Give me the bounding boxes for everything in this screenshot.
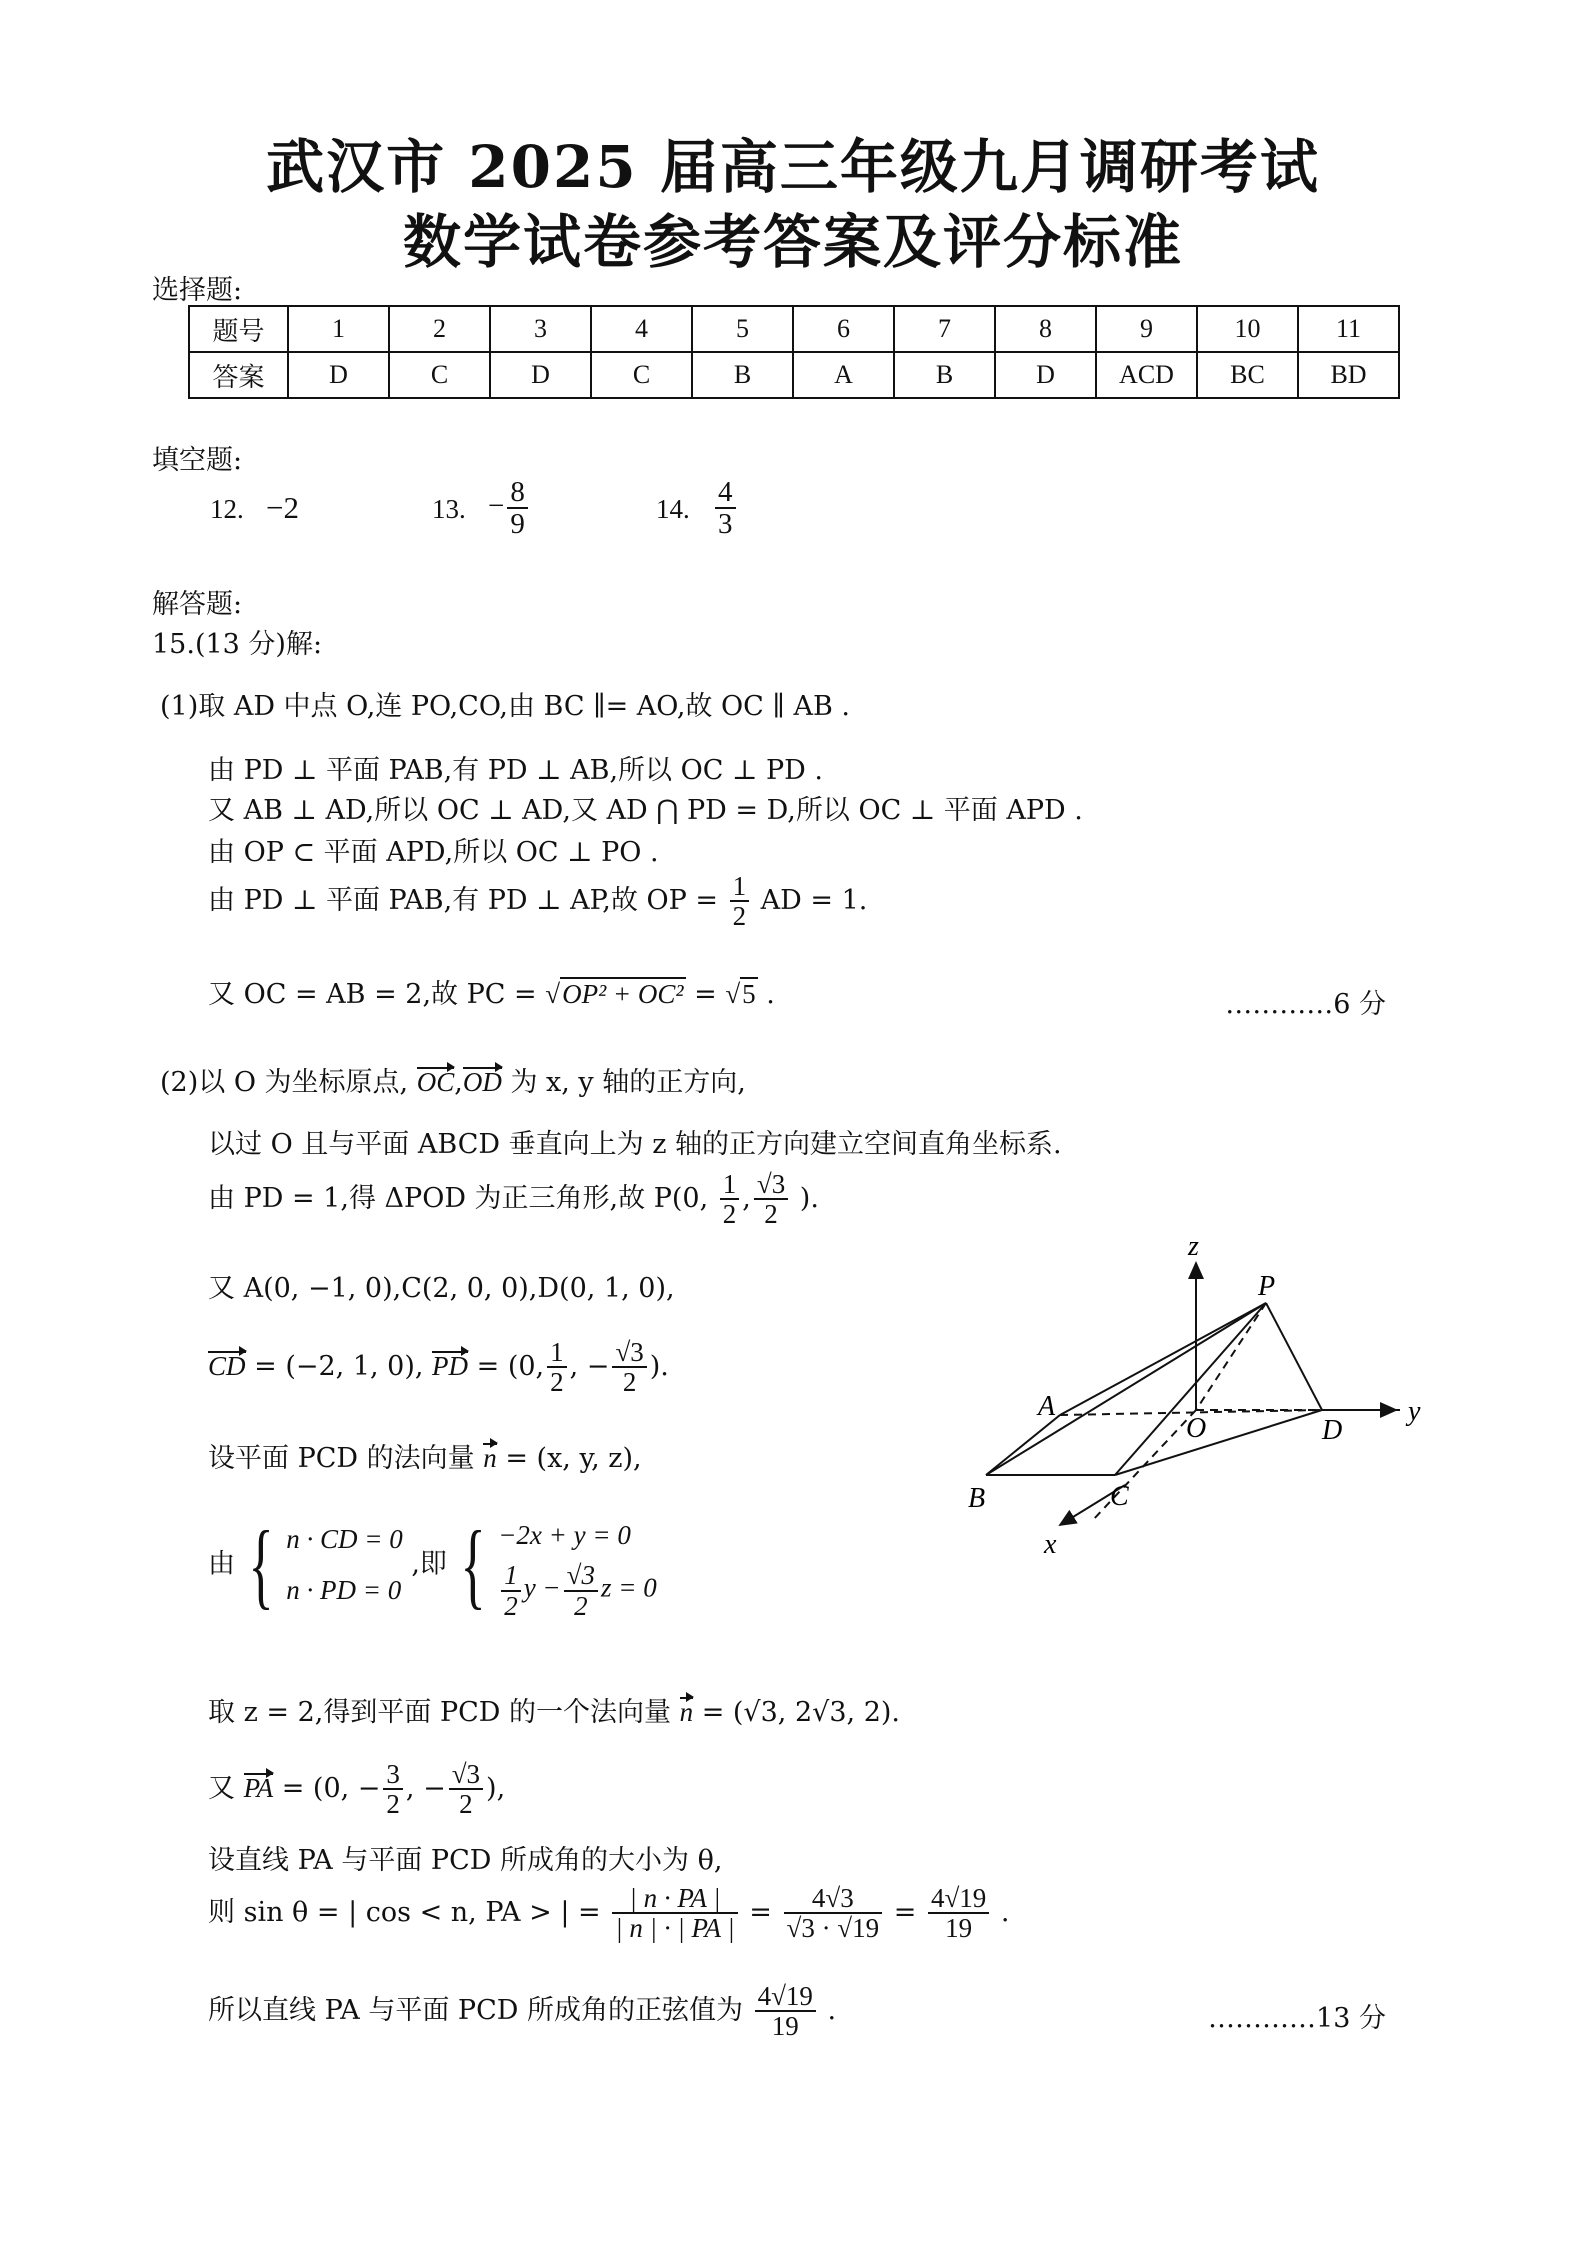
fraction-half — [730, 872, 750, 931]
edge-pc — [1115, 1303, 1266, 1475]
title-line-2: 数学试卷参考答案及评分标准 — [402, 208, 1183, 276]
fraction-numerator: 4√19 — [755, 1982, 816, 2012]
fraction-numerator: 1 — [730, 872, 750, 902]
part2-line1: (2)以 O 为坐标原点, OC,OD 为 x, y 轴的正方向, — [160, 1067, 746, 1098]
part1-line1: (1)取 AD 中点 O,连 PO,CO,由 BC ∥= AO,故 OC ∥ AB . — [160, 691, 850, 722]
vector-n: n — [483, 1443, 497, 1473]
fraction-numerator: 1 — [501, 1561, 521, 1591]
fraction — [547, 1338, 567, 1397]
text-segment: 由 — [208, 1548, 235, 1580]
text-segment: = — [893, 1896, 917, 1928]
edge-pb — [986, 1303, 1266, 1475]
q13-number: 13. — [432, 494, 466, 524]
fraction-denominator: 2 — [732, 901, 747, 932]
title-line-1: 武汉市 2025 届高三年级九月调研考试 — [266, 133, 1320, 201]
fill-section-label: 填空题: — [152, 445, 243, 476]
pyramid-figure — [960, 1235, 1440, 1565]
fraction-denominator: 19 — [771, 2011, 799, 2042]
label-y: y — [1408, 1396, 1421, 1427]
table-row — [189, 306, 1399, 352]
fraction-denominator: 2 — [622, 1367, 637, 1398]
fraction — [501, 1561, 521, 1620]
score-13: …………13 分 — [1208, 2003, 1386, 2034]
fraction — [784, 1884, 883, 1943]
q15-heading: 15.(13 分)解: — [152, 629, 323, 660]
fraction — [449, 1760, 483, 1819]
fraction-denominator: | n | · | PA | — [615, 1913, 735, 1944]
label-p: P — [1258, 1271, 1276, 1302]
text-segment: 则 sin θ = | cos < n, PA > | = — [208, 1896, 601, 1928]
vector-n: n — [679, 1697, 694, 1727]
fraction — [564, 1561, 598, 1620]
fraction-denominator: √3 · √19 — [786, 1913, 880, 1944]
q13-answer — [488, 477, 531, 540]
answer-cell: BC — [1197, 352, 1298, 398]
part2-line12 — [208, 1982, 836, 2041]
text-segment: 为 x, y 轴的正方向, — [510, 1067, 746, 1098]
text-segment: 取 z = 2,得到平面 PCD 的一个法向量 — [208, 1697, 671, 1728]
part2-line8 — [208, 1690, 900, 1729]
header-label-cell: 题号 — [189, 306, 288, 352]
fraction-numerator: | n · PA | — [612, 1884, 737, 1914]
fraction-denominator: 19 — [945, 1913, 973, 1944]
text-segment: = (0, — [476, 1350, 545, 1382]
edge-pd — [1266, 1303, 1322, 1410]
part2-line7 — [208, 1510, 657, 1620]
text-segment: , − — [569, 1350, 610, 1382]
q12-number: 12. — [210, 494, 244, 524]
fraction-numerator: √3 — [754, 1170, 788, 1200]
q12-answer: −2 — [266, 490, 299, 525]
solve-section-label: 解答题: — [152, 589, 243, 620]
text-segment: 由 PD = 1,得 ΔPOD 为正三角形,故 P(0, — [208, 1182, 709, 1214]
text-segment: AD = 1. — [760, 884, 868, 916]
fraction-denominator: 3 — [718, 508, 733, 541]
fraction — [612, 1884, 737, 1943]
text-segment: = (√3, 2√3, 2). — [701, 1697, 900, 1728]
fraction-denominator: 2 — [574, 1590, 588, 1621]
question-number-cell: 5 — [692, 306, 793, 352]
text-segment: = (0, − — [281, 1772, 381, 1804]
question-number-cell: 4 — [591, 306, 692, 352]
text-segment: = (−2, 1, 0), — [254, 1350, 424, 1382]
fraction-numerator: √3 — [449, 1760, 483, 1790]
question-number-cell: 10 — [1197, 306, 1298, 352]
text-segment: = — [694, 979, 717, 1010]
fraction-denominator: 2 — [550, 1367, 564, 1398]
part2-line10: 设直线 PA 与平面 PCD 所成角的大小为 θ, — [208, 1845, 723, 1876]
part1-line3: 又 AB ⊥ AD,所以 OC ⊥ AD,又 AD ⋂ PD = D,所以 OC ⊥ 平面 APD . — [208, 795, 1083, 826]
fraction-denominator: 2 — [764, 1199, 778, 1230]
fraction-numerator: 4√3 — [784, 1884, 883, 1914]
question-number-cell: 3 — [490, 306, 591, 352]
edge-ab — [986, 1415, 1060, 1475]
fraction-numerator: 4√19 — [928, 1884, 989, 1914]
fraction-numerator: √3 — [564, 1561, 598, 1591]
edge-cd — [1115, 1410, 1322, 1475]
part1-line5 — [208, 872, 867, 931]
text-segment: . — [766, 979, 775, 1010]
answer-table — [188, 305, 1400, 399]
left-brace: { — [247, 1511, 274, 1618]
label-o: O — [1186, 1413, 1207, 1444]
label-a: A — [1038, 1391, 1056, 1422]
q13-sign: − — [488, 490, 505, 523]
part2-line5 — [208, 1338, 669, 1397]
fraction-denominator: 9 — [510, 508, 525, 541]
part1-line4: 由 OP ⊂ 平面 APD,所以 OC ⊥ PO . — [208, 837, 659, 868]
text-segment: (2)以 O 为坐标原点, — [160, 1067, 409, 1098]
text-segment: 又 OC = AB = 2,故 PC = — [208, 979, 537, 1010]
fraction-numerator: 8 — [507, 477, 528, 509]
text-segment: , − — [405, 1772, 446, 1804]
question-number-cell: 8 — [995, 306, 1096, 352]
radicand: OP² + OC² — [562, 979, 684, 1009]
score-6: …………6 分 — [1225, 989, 1386, 1020]
answer-label-cell: 答案 — [189, 352, 288, 398]
q14-answer — [712, 477, 739, 540]
equation: n · PD = 0 — [286, 1575, 402, 1605]
answer-cell: BD — [1298, 352, 1399, 398]
label-z: z — [1188, 1235, 1199, 1262]
text-segment: ), — [486, 1772, 506, 1804]
question-number-cell: 2 — [389, 306, 490, 352]
text-segment: . — [1000, 1896, 1010, 1928]
text-segment: ). — [799, 1182, 819, 1214]
text-segment: 设平面 PCD 的法向量 — [208, 1443, 475, 1474]
fraction — [720, 1170, 740, 1229]
text-segment: 又 — [208, 1772, 235, 1804]
part2-line3: 由 PD = 1,得 ΔPOD 为正三角形,故 P(0, $\frac{1}{2}$ , $\frac{√3}{2}$ ). — [208, 1169, 819, 1230]
text-segment: = — [749, 1896, 772, 1928]
fraction-numerator: 1 — [720, 1170, 740, 1200]
edge-pa — [1060, 1303, 1266, 1415]
answer-cell: B — [894, 352, 995, 398]
label-d: D — [1322, 1415, 1343, 1446]
q14-fraction — [715, 477, 736, 540]
part2-line6 — [208, 1436, 642, 1475]
equation — [498, 1561, 657, 1620]
text-segment: = (x, y, z), — [505, 1443, 642, 1474]
choice-section-label: 选择题: — [152, 275, 243, 306]
answer-cell: C — [591, 352, 692, 398]
q14-number: 14. — [656, 494, 690, 524]
answer-cell: B — [692, 352, 793, 398]
text-segment: 由 PD ⊥ 平面 PAB,有 PD ⊥ AP,故 OP = — [208, 884, 718, 916]
fraction-numerator: 3 — [383, 1760, 403, 1790]
fraction-numerator: 4 — [715, 477, 736, 509]
equation-system-1 — [286, 1514, 402, 1617]
equation: n · CD = 0 — [286, 1523, 403, 1554]
vector-cd: CD — [208, 1350, 246, 1381]
part1-line2: 由 PD ⊥ 平面 PAB,有 PD ⊥ AB,所以 OC ⊥ PD . — [208, 755, 823, 786]
equation: −2x + y = 0 — [498, 1520, 631, 1550]
answer-cell: C — [389, 352, 490, 398]
label-c: C — [1110, 1481, 1129, 1512]
question-number-cell: 9 — [1096, 306, 1197, 352]
text-segment: 所以直线 PA 与平面 PCD 所成角的正弦值为 — [208, 1994, 743, 2026]
answer-cell: D — [490, 352, 591, 398]
part2-line11 — [208, 1884, 1009, 1943]
text-segment: z = 0 — [601, 1572, 657, 1603]
q13-fraction — [507, 477, 528, 540]
equation-system-2 — [498, 1510, 657, 1620]
answer-cell: D — [995, 352, 1096, 398]
answer-cell: A — [793, 352, 894, 398]
label-b: B — [968, 1483, 986, 1514]
fraction-denominator: 2 — [722, 1199, 737, 1230]
label-x: x — [1044, 1529, 1057, 1560]
text-segment: . — [827, 1994, 837, 2026]
vector-pa: PA — [243, 1772, 274, 1803]
vector-od: OD — [462, 1067, 502, 1097]
part2-line4: 又 A(0, −1, 0),C(2, 0, 0),D(0, 1, 0), — [208, 1273, 675, 1304]
fraction — [928, 1884, 989, 1943]
fraction — [755, 1982, 816, 2041]
fraction — [383, 1760, 403, 1819]
radicand: 5 — [742, 979, 756, 1009]
fraction-numerator: √3 — [612, 1338, 646, 1368]
part2-line9 — [208, 1760, 505, 1819]
fraction-denominator: 2 — [504, 1590, 518, 1621]
vector-pd: PD — [432, 1350, 469, 1381]
answer-cell: ACD — [1096, 352, 1197, 398]
question-number-cell: 1 — [288, 306, 389, 352]
question-number-cell: 7 — [894, 306, 995, 352]
text-segment: ,即 — [411, 1548, 447, 1580]
fraction-denominator: 2 — [459, 1789, 473, 1820]
text-segment: ). — [649, 1350, 669, 1382]
fraction — [612, 1338, 646, 1397]
table-row — [189, 352, 1399, 398]
question-number-cell: 6 — [793, 306, 894, 352]
fraction — [754, 1170, 788, 1229]
left-brace: { — [459, 1511, 486, 1618]
edge-po — [1196, 1303, 1266, 1410]
vector-oc: OC — [416, 1067, 455, 1097]
fraction-denominator: 2 — [386, 1789, 400, 1820]
part2-line2: 以过 O 且与平面 ABCD 垂直向上为 z 轴的正方向建立空间直角坐标系. — [208, 1129, 1062, 1160]
part1-line6: 又 OC = AB = 2,故 PC = √OP² + OC² = √5 . — [208, 979, 775, 1010]
fraction-numerator: 1 — [547, 1338, 567, 1368]
text-segment: y − — [523, 1572, 561, 1603]
question-number-cell: 11 — [1298, 306, 1399, 352]
answer-cell: D — [288, 352, 389, 398]
